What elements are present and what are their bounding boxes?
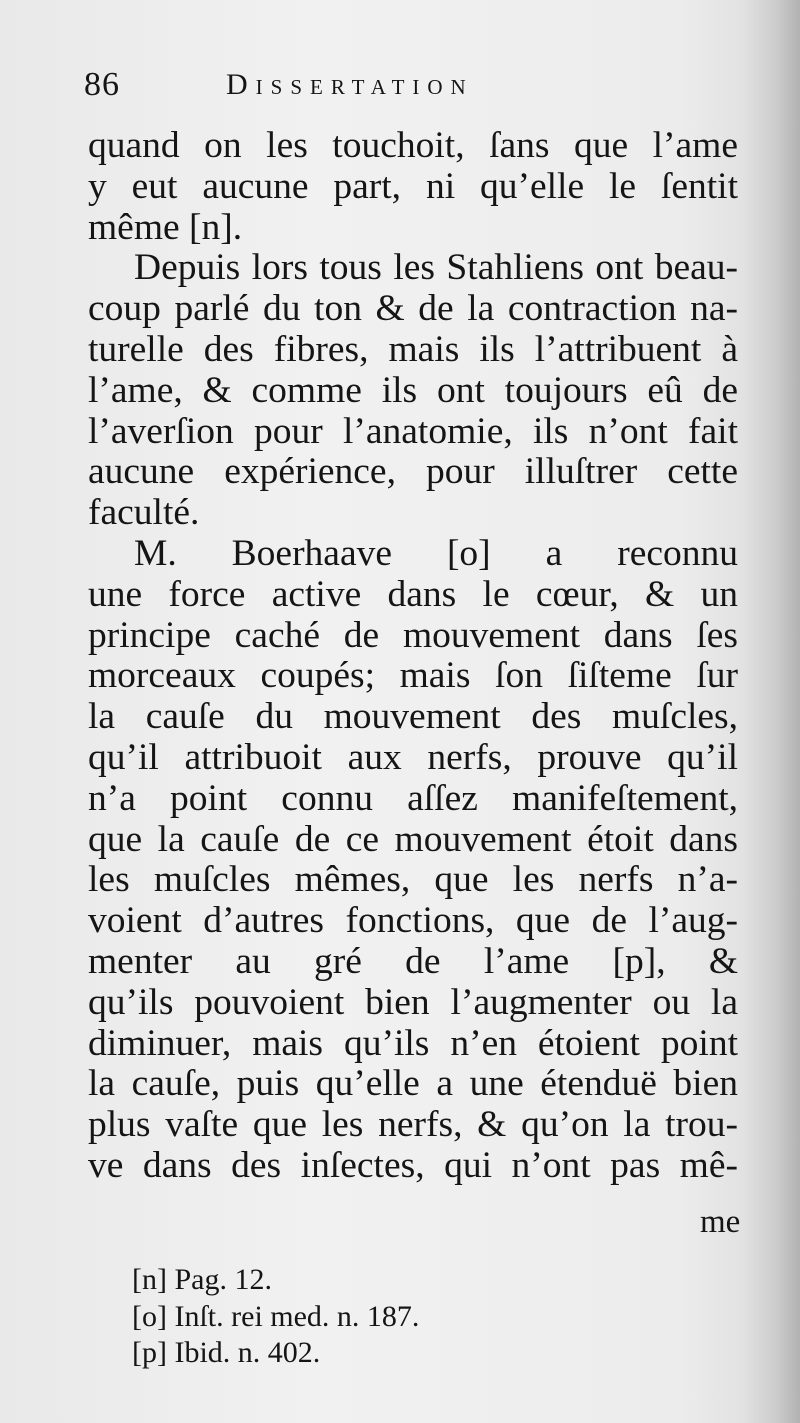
text-line: une force active dans le cœur, & un [88,573,738,615]
text-line: ve dans des inſectes, qui n’ont pas mê- [88,1144,738,1186]
text-line: turelle des fibres, mais ils l’attribuent à [88,328,738,370]
text-line: M. Boerhaave [o] a reconnu [134,532,738,574]
text-line: principe caché de mouvement dans ſes [88,614,738,656]
text-line: la cauſe, puis qu’elle a une étenduë bien [88,1063,738,1105]
text-line: les muſcles mêmes, que les nerfs n’a- [88,859,738,901]
text-line: l’averſion pour l’anatomie, ils n’ont fait [88,410,738,452]
paragraph-1 [88,126,738,248]
text-line: l’ame, & comme ils ont toujours eû de [88,369,738,411]
text-line: voient d’autres fonctions, que de l’aug- [88,900,738,942]
text-line: plus vaſte que les nerfs, & qu’on la trou- [88,1104,738,1146]
running-head [84,66,724,116]
running-title: Dissertation [226,68,474,101]
text-line: diminuer, mais qu’ils n’en étoient point [88,1022,738,1064]
footnote-o: [o] Inſt. rei med. n. 187. [132,1299,420,1333]
page-number: 86 [84,66,120,103]
footnote-p: [p] Ibid. n. 402. [132,1336,321,1369]
text-line: la cauſe du mouvement des muſcles, [88,696,738,738]
catchword: me [700,1204,741,1240]
text-line: y eut aucune part, ni qu’elle le ſentit [88,165,738,207]
text-line: qu’il attribuoit aux nerfs, prouve qu’il [88,736,738,778]
text-line: Depuis lors tous les Stahliens ont beau- [134,247,738,289]
text-line: quand on les touchoit, ſans que l’ame [88,125,738,166]
body-text [88,126,738,1187]
page-shadow [742,0,800,1423]
text-line: morceaux coupés; mais ſon ſiſteme ſur [88,655,738,697]
footnotes [132,1262,692,1372]
text-line: n’a point connu aſſez manifeſtement, [88,777,738,819]
text-line: aucune expérience, pour illuſtrer cette [88,451,738,493]
text-line: même [n]. [88,206,243,248]
paragraph-2 [88,248,738,534]
text-line: que la cauſe de ce mouvement étoit dans [88,818,738,860]
text-line: coup parlé du ton & de la contraction na- [88,288,738,330]
text-line: menter au gré de l’ame [p], & [88,940,738,982]
paragraph-3 [88,534,738,1187]
text-line: faculté. [88,492,200,534]
footnote-n: [n] Pag. 12. [132,1263,272,1296]
text-line: qu’ils pouvoient bien l’augmenter ou la [88,981,738,1023]
